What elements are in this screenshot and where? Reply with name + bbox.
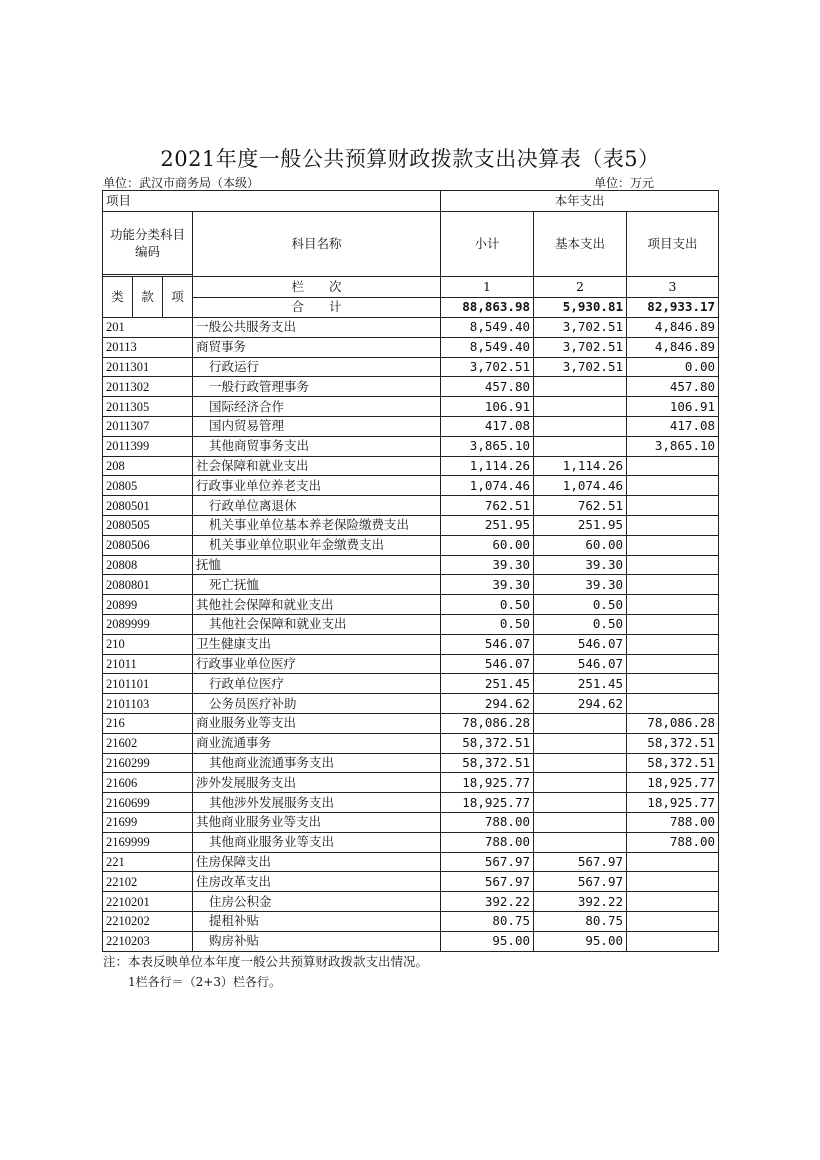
- row-basic: 1,114.26: [534, 456, 627, 476]
- table-row: [103, 614, 719, 634]
- row-code: 20113: [103, 337, 193, 357]
- table-row: [103, 416, 719, 436]
- row-subject-name: 商业服务业等支出: [193, 713, 441, 733]
- row-subtotal: 8,549.40: [441, 318, 534, 338]
- table-row: [103, 456, 719, 476]
- row-basic: [534, 793, 627, 813]
- row-basic: [534, 832, 627, 852]
- row-project: [627, 911, 719, 931]
- row-project: [627, 496, 719, 516]
- row-basic: 95.00: [534, 931, 627, 951]
- row-subtotal: 417.08: [441, 416, 534, 436]
- row-subject-name: 行政事业单位医疗: [193, 654, 441, 674]
- row-project: [627, 852, 719, 872]
- row-basic: [534, 753, 627, 773]
- row-basic: 60.00: [534, 535, 627, 555]
- row-code: 2210201: [103, 892, 193, 912]
- note-line-2: 1栏各行＝（2+3）栏各行。: [128, 975, 281, 989]
- row-subtotal: 95.00: [441, 931, 534, 951]
- row-project: [627, 694, 719, 714]
- row-basic: 294.62: [534, 694, 627, 714]
- row-project: [627, 931, 719, 951]
- row-basic: 39.30: [534, 575, 627, 595]
- row-project: [627, 892, 719, 912]
- row-project: [627, 515, 719, 535]
- header-current-year: 本年支出: [441, 191, 719, 212]
- row-code: 2210202: [103, 911, 193, 931]
- row-project: 788.00: [627, 812, 719, 832]
- table-row: [103, 911, 719, 931]
- header-function-code: 功能分类科目编码: [103, 212, 193, 275]
- row-code: 2160699: [103, 793, 193, 813]
- row-basic: [534, 773, 627, 793]
- row-subject-name: 涉外发展服务支出: [193, 773, 441, 793]
- row-subject-name: 其他商业服务业等支出: [193, 832, 441, 852]
- row-subject-name: 行政事业单位养老支出: [193, 476, 441, 496]
- row-subtotal: 788.00: [441, 812, 534, 832]
- table-row: [103, 872, 719, 892]
- row-subtotal: 457.80: [441, 377, 534, 397]
- row-code: 2011399: [103, 436, 193, 456]
- row-subtotal: 788.00: [441, 832, 534, 852]
- row-code: 2080801: [103, 575, 193, 595]
- row-basic: 567.97: [534, 852, 627, 872]
- row-subject-name: 一般公共服务支出: [193, 318, 441, 338]
- row-basic: 251.45: [534, 674, 627, 694]
- row-subtotal: 251.45: [441, 674, 534, 694]
- header-col-1: 1: [441, 277, 534, 298]
- row-code: 2101103: [103, 694, 193, 714]
- row-code: 2080506: [103, 535, 193, 555]
- row-project: 0.00: [627, 357, 719, 377]
- row-subject-name: 卫生健康支出: [193, 634, 441, 654]
- row-project: [627, 456, 719, 476]
- row-subject-name: 其他商业流通事务支出: [193, 753, 441, 773]
- row-subject-name: 住房改革支出: [193, 872, 441, 892]
- row-project: [627, 634, 719, 654]
- header-subsection: 项: [163, 277, 193, 318]
- table-row: [103, 694, 719, 714]
- table-row: [103, 357, 719, 377]
- row-basic: 762.51: [534, 496, 627, 516]
- row-basic: 3,702.51: [534, 318, 627, 338]
- row-project: [627, 575, 719, 595]
- total-basic: 5,930.81: [534, 297, 627, 318]
- total-project: 82,933.17: [627, 297, 719, 318]
- row-code: 208: [103, 456, 193, 476]
- row-project: 106.91: [627, 397, 719, 417]
- row-subject-name: 抚恤: [193, 555, 441, 575]
- row-subject-name: 死亡抚恤: [193, 575, 441, 595]
- table-row: [103, 634, 719, 654]
- table-row: [103, 852, 719, 872]
- row-project: [627, 872, 719, 892]
- row-project: [627, 674, 719, 694]
- row-basic: [534, 416, 627, 436]
- row-subtotal: 1,074.46: [441, 476, 534, 496]
- row-basic: [534, 733, 627, 753]
- header-col-2: 2: [534, 277, 627, 298]
- row-project: [627, 555, 719, 575]
- row-code: 2101101: [103, 674, 193, 694]
- row-subtotal: 58,372.51: [441, 753, 534, 773]
- total-label: 合 计: [193, 297, 441, 318]
- table-row: [103, 397, 719, 417]
- row-subtotal: 106.91: [441, 397, 534, 417]
- table-row: [103, 832, 719, 852]
- row-code: 201: [103, 318, 193, 338]
- row-project: 457.80: [627, 377, 719, 397]
- row-project: 4,846.89: [627, 318, 719, 338]
- row-subtotal: 60.00: [441, 535, 534, 555]
- row-subtotal: 39.30: [441, 575, 534, 595]
- row-subject-name: 购房补贴: [193, 931, 441, 951]
- row-subject-name: 社会保障和就业支出: [193, 456, 441, 476]
- row-code: 2210203: [103, 931, 193, 951]
- row-code: 21011: [103, 654, 193, 674]
- row-project: 18,925.77: [627, 793, 719, 813]
- row-basic: 0.50: [534, 595, 627, 615]
- row-subject-name: 其他社会保障和就业支出: [193, 614, 441, 634]
- table-row: [103, 555, 719, 575]
- row-basic: 3,702.51: [534, 357, 627, 377]
- table-row: [103, 931, 719, 951]
- row-subtotal: 1,114.26: [441, 456, 534, 476]
- row-code: 2169999: [103, 832, 193, 852]
- row-basic: 3,702.51: [534, 337, 627, 357]
- table-row: [103, 654, 719, 674]
- row-subject-name: 其他社会保障和就业支出: [193, 595, 441, 615]
- row-code: 2011305: [103, 397, 193, 417]
- row-basic: [534, 436, 627, 456]
- row-code: 20808: [103, 555, 193, 575]
- row-subject-name: 住房公积金: [193, 892, 441, 912]
- row-subject-name: 行政运行: [193, 357, 441, 377]
- row-basic: [534, 812, 627, 832]
- row-project: 4,846.89: [627, 337, 719, 357]
- row-code: 2011301: [103, 357, 193, 377]
- header-item: 项目: [103, 191, 441, 212]
- row-code: 21602: [103, 733, 193, 753]
- row-project: 788.00: [627, 832, 719, 852]
- row-basic: [534, 713, 627, 733]
- row-subtotal: 567.97: [441, 852, 534, 872]
- row-code: 2089999: [103, 614, 193, 634]
- row-basic: [534, 377, 627, 397]
- row-basic: 1,074.46: [534, 476, 627, 496]
- row-subject-name: 机关事业单位基本养老保险缴费支出: [193, 515, 441, 535]
- header-project-expenditure: 项目支出: [627, 212, 719, 277]
- row-subtotal: 58,372.51: [441, 733, 534, 753]
- row-subtotal: 0.50: [441, 595, 534, 615]
- row-code: 221: [103, 852, 193, 872]
- row-project: [627, 614, 719, 634]
- row-basic: 546.07: [534, 634, 627, 654]
- row-code: 22102: [103, 872, 193, 892]
- row-project: 417.08: [627, 416, 719, 436]
- table-row: [103, 436, 719, 456]
- table-row: [103, 575, 719, 595]
- row-project: [627, 654, 719, 674]
- header-subtotal: 小计: [441, 212, 534, 277]
- row-subject-name: 其他商业服务业等支出: [193, 812, 441, 832]
- table-row: [103, 733, 719, 753]
- header-category: 类: [103, 277, 133, 318]
- row-project: 78,086.28: [627, 713, 719, 733]
- total-subtotal: 88,863.98: [441, 297, 534, 318]
- table-row: [103, 793, 719, 813]
- header-section: 款: [133, 277, 163, 318]
- row-subject-name: 商贸事务: [193, 337, 441, 357]
- row-subject-name: 国际经济合作: [193, 397, 441, 417]
- row-basic: 392.22: [534, 892, 627, 912]
- row-subtotal: 546.07: [441, 634, 534, 654]
- row-subtotal: 3,702.51: [441, 357, 534, 377]
- header-column-index-label: 栏 次: [193, 277, 441, 298]
- table-row: [103, 535, 719, 555]
- table-row: [103, 476, 719, 496]
- row-subtotal: 392.22: [441, 892, 534, 912]
- table-row: [103, 773, 719, 793]
- row-subject-name: 其他商贸事务支出: [193, 436, 441, 456]
- row-code: 2160299: [103, 753, 193, 773]
- table-row: [103, 713, 719, 733]
- row-subtotal: 0.50: [441, 614, 534, 634]
- table-row: [103, 753, 719, 773]
- row-subject-name: 住房保障支出: [193, 852, 441, 872]
- table-row: [103, 812, 719, 832]
- note-line-1: 注：本表反映单位本年度一般公共预算财政拨款支出情况。: [103, 954, 429, 969]
- table-row: [103, 318, 719, 338]
- page-title: 2021年度一般公共预算财政拨款支出决算表（表5）: [160, 147, 660, 171]
- row-basic: 251.95: [534, 515, 627, 535]
- table-row: [103, 515, 719, 535]
- row-basic: 546.07: [534, 654, 627, 674]
- table-row: [103, 496, 719, 516]
- table-row: [103, 674, 719, 694]
- row-subject-name: 行政单位离退休: [193, 496, 441, 516]
- row-project: 58,372.51: [627, 753, 719, 773]
- row-subject-name: 国内贸易管理: [193, 416, 441, 436]
- row-project: [627, 535, 719, 555]
- row-code: 210: [103, 634, 193, 654]
- header-col-3: 3: [627, 277, 719, 298]
- row-project: [627, 476, 719, 496]
- expenditure-table: [102, 190, 719, 952]
- row-subtotal: 39.30: [441, 555, 534, 575]
- row-subtotal: 18,925.77: [441, 793, 534, 813]
- row-subject-name: 其他涉外发展服务支出: [193, 793, 441, 813]
- table-row: [103, 337, 719, 357]
- row-subtotal: 78,086.28: [441, 713, 534, 733]
- row-code: 21699: [103, 812, 193, 832]
- header-basic-expenditure: 基本支出: [534, 212, 627, 277]
- row-code: 21606: [103, 773, 193, 793]
- row-subtotal: 3,865.10: [441, 436, 534, 456]
- row-basic: 567.97: [534, 872, 627, 892]
- row-basic: 39.30: [534, 555, 627, 575]
- row-subtotal: 294.62: [441, 694, 534, 714]
- header-subject-name: 科目名称: [193, 212, 441, 277]
- row-basic: 0.50: [534, 614, 627, 634]
- row-subtotal: 762.51: [441, 496, 534, 516]
- row-subject-name: 公务员医疗补助: [193, 694, 441, 714]
- table-row: [103, 892, 719, 912]
- row-code: 2011307: [103, 416, 193, 436]
- table-row: [103, 595, 719, 615]
- row-subject-name: 一般行政管理事务: [193, 377, 441, 397]
- row-subtotal: 80.75: [441, 911, 534, 931]
- row-subject-name: 提租补贴: [193, 911, 441, 931]
- row-code: 2011302: [103, 377, 193, 397]
- row-code: 20805: [103, 476, 193, 496]
- unit-organization: 单位：武汉市商务局（本级）: [103, 176, 260, 190]
- row-subtotal: 251.95: [441, 515, 534, 535]
- row-project: 58,372.51: [627, 733, 719, 753]
- row-project: 18,925.77: [627, 773, 719, 793]
- row-project: 3,865.10: [627, 436, 719, 456]
- row-code: 2080501: [103, 496, 193, 516]
- row-subject-name: 行政单位医疗: [193, 674, 441, 694]
- row-subtotal: 546.07: [441, 654, 534, 674]
- row-subject-name: 机关事业单位职业年金缴费支出: [193, 535, 441, 555]
- row-subject-name: 商业流通事务: [193, 733, 441, 753]
- row-basic: [534, 397, 627, 417]
- row-basic: 80.75: [534, 911, 627, 931]
- row-code: 216: [103, 713, 193, 733]
- row-code: 20899: [103, 595, 193, 615]
- row-subtotal: 8,549.40: [441, 337, 534, 357]
- table-row: [103, 377, 719, 397]
- row-subtotal: 18,925.77: [441, 773, 534, 793]
- row-code: 2080505: [103, 515, 193, 535]
- unit-currency: 单位：万元: [594, 176, 655, 190]
- row-subtotal: 567.97: [441, 872, 534, 892]
- row-project: [627, 595, 719, 615]
